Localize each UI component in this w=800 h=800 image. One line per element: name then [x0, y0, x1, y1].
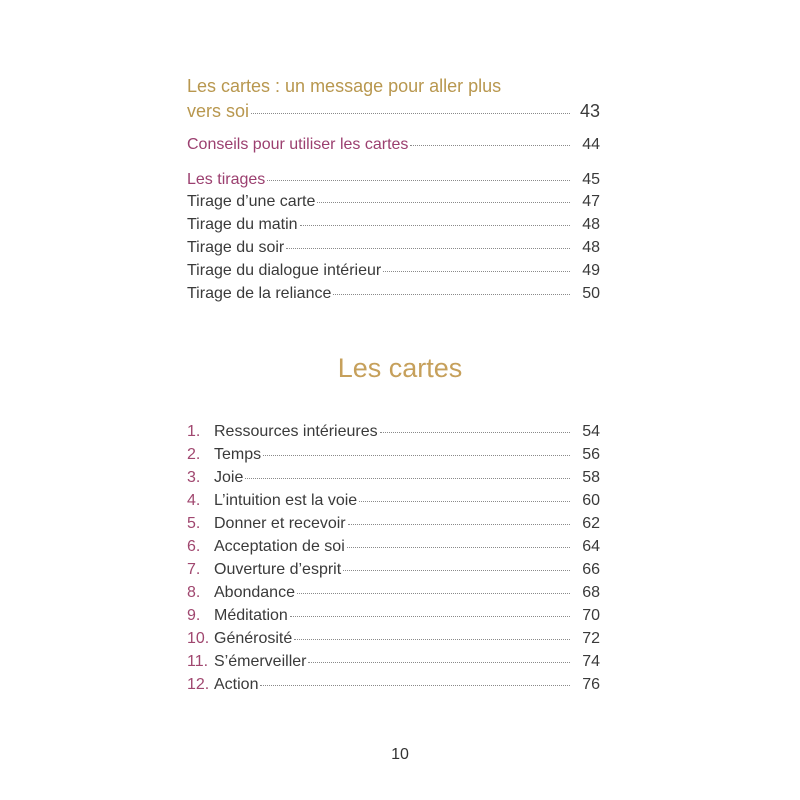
card-page: 76 — [582, 676, 600, 693]
card-entry[interactable] — [187, 676, 600, 694]
toc-entry-page: 43 — [579, 101, 600, 121]
card-number: 9. — [187, 607, 201, 624]
card-page: 68 — [582, 584, 600, 601]
toc-entry-page: 44 — [582, 136, 600, 153]
dot-leader — [260, 685, 570, 686]
dot-leader — [348, 524, 570, 525]
card-page: 74 — [582, 653, 600, 670]
toc-subentry[interactable] — [187, 239, 600, 257]
toc-entry-page: 48 — [582, 239, 600, 256]
card-number: 5. — [187, 515, 201, 532]
card-entry[interactable] — [187, 423, 600, 441]
toc-entry-label: Tirage du dialogue intérieur — [187, 262, 382, 279]
toc-entry-conseils[interactable] — [187, 136, 600, 154]
card-entry[interactable] — [187, 630, 600, 648]
card-number: 2. — [187, 446, 201, 463]
toc-entry-label: Conseils pour utiliser les cartes — [187, 136, 409, 153]
dot-leader — [251, 113, 570, 114]
card-entry[interactable] — [187, 584, 600, 602]
toc-entry-page: 45 — [582, 171, 600, 188]
toc-entry-page: 50 — [582, 285, 600, 302]
card-entry[interactable] — [187, 492, 600, 510]
card-number: 12. — [187, 676, 210, 693]
toc-subentry[interactable] — [187, 285, 600, 303]
dot-leader — [383, 271, 570, 272]
card-entry[interactable] — [187, 653, 600, 671]
card-label: Ressources intérieures — [214, 423, 378, 440]
card-label: Acceptation de soi — [214, 538, 345, 555]
card-page: 66 — [582, 561, 600, 578]
card-label: Donner et recevoir — [214, 515, 346, 532]
dot-leader — [359, 501, 570, 502]
card-label: Action — [214, 676, 259, 693]
toc-entry-page: 48 — [582, 216, 600, 233]
card-page: 64 — [582, 538, 600, 555]
toc-entry-intro[interactable] — [187, 101, 600, 122]
toc-subentry[interactable] — [187, 193, 600, 211]
card-page: 56 — [582, 446, 600, 463]
toc-entry-tirages[interactable] — [187, 171, 600, 189]
card-label: Joie — [214, 469, 244, 486]
dot-leader — [333, 294, 570, 295]
card-entry[interactable] — [187, 607, 600, 625]
dot-leader — [410, 145, 570, 146]
dot-leader — [245, 478, 570, 479]
dot-leader — [300, 225, 570, 226]
toc-entry-page: 47 — [582, 193, 600, 210]
card-page: 54 — [582, 423, 600, 440]
card-number: 6. — [187, 538, 201, 555]
section-title: Les cartes — [337, 353, 463, 383]
card-label: Abondance — [214, 584, 295, 601]
toc-subentry[interactable] — [187, 262, 600, 280]
card-label: S’émerveiller — [214, 653, 307, 670]
card-label: Méditation — [214, 607, 288, 624]
card-number: 4. — [187, 492, 201, 509]
card-label: Temps — [214, 446, 262, 463]
card-entry[interactable] — [187, 446, 600, 464]
card-number: 7. — [187, 561, 201, 578]
card-page: 62 — [582, 515, 600, 532]
dot-leader — [343, 570, 570, 571]
card-entry[interactable] — [187, 469, 600, 487]
card-label: Ouverture d’esprit — [214, 561, 342, 578]
toc-entry-label: vers soi — [187, 101, 250, 121]
card-page: 70 — [582, 607, 600, 624]
dot-leader — [317, 202, 570, 203]
toc-entry-label: Tirage de la reliance — [187, 285, 332, 302]
dot-leader — [380, 432, 570, 433]
toc-entry-intro-line1: Les cartes : un message pour aller plus — [187, 76, 502, 96]
card-label: L’intuition est la voie — [214, 492, 358, 509]
dot-leader — [286, 248, 570, 249]
card-page: 72 — [582, 630, 600, 647]
toc-entry-label: Tirage du soir — [187, 239, 285, 256]
card-number: 11. — [187, 653, 209, 670]
dot-leader — [290, 616, 570, 617]
toc-entry-page: 49 — [582, 262, 600, 279]
dot-leader — [294, 639, 570, 640]
toc-entry-label: Les tirages — [187, 171, 266, 188]
toc-entry-label: Tirage du matin — [187, 216, 298, 233]
toc-entry-label: Tirage d’une carte — [187, 193, 316, 210]
card-number: 3. — [187, 469, 201, 486]
dot-leader — [308, 662, 570, 663]
card-page: 60 — [582, 492, 600, 509]
card-entry[interactable] — [187, 515, 600, 533]
dot-leader — [263, 455, 570, 456]
card-page: 58 — [582, 469, 600, 486]
dot-leader — [267, 180, 570, 181]
card-number: 8. — [187, 584, 201, 601]
card-number: 1. — [187, 423, 201, 440]
dot-leader — [347, 547, 570, 548]
card-entry[interactable] — [187, 561, 600, 579]
card-entry[interactable] — [187, 538, 600, 556]
card-number: 10. — [187, 630, 210, 647]
card-label: Générosité — [214, 630, 293, 647]
page-number: 10 — [391, 746, 409, 763]
dot-leader — [297, 593, 570, 594]
toc-subentry[interactable] — [187, 216, 600, 234]
